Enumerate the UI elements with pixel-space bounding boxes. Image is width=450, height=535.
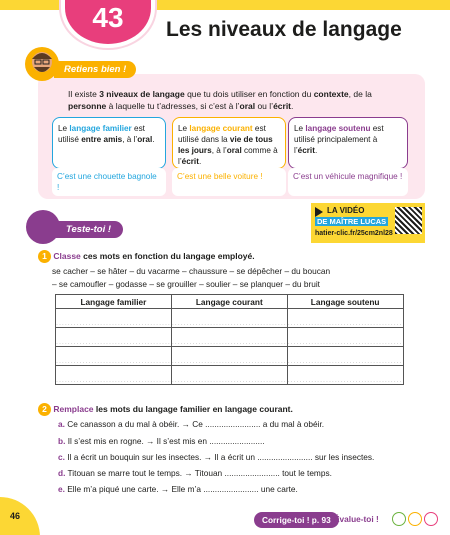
page-number: 46: [0, 497, 40, 535]
video-subtitle: DE MAÎTRE LUCAS: [317, 217, 387, 226]
page-title: Les niveaux de langage: [166, 18, 402, 41]
example-soutenu: C’est un véhicule magnifique !: [288, 168, 408, 196]
sentence-b: b. Il s’est mis en rogne. → Il s’est mis en ........................: [58, 436, 265, 446]
answer-cell[interactable]: .......................................: [171, 309, 287, 328]
answer-cell[interactable]: .......................................: [287, 347, 403, 366]
teste-label: Teste-toi !: [56, 221, 123, 238]
video-url[interactable]: hatier-clic.fr/25cm2nl28: [315, 230, 393, 237]
answer-cell[interactable]: .......................................: [56, 309, 172, 328]
answer-cell[interactable]: .......................................: [56, 347, 172, 366]
sentence-c: c. Il a écrit un bouquin sur les insectes. → Il a écrit un ........................ sur les insectes.: [58, 452, 375, 462]
evalue-label: Évalue-toi !: [334, 514, 379, 524]
lesson-badge: [65, 0, 151, 44]
self-eval-red-circle[interactable]: [424, 512, 438, 526]
answer-cell[interactable]: .......................................: [287, 366, 403, 385]
video-link[interactable]: [311, 203, 425, 243]
ex1-words-line2: – se camoufler – godasse – se grouiller – soulier – se planquer – du bruit: [52, 279, 320, 289]
self-eval-green-circle[interactable]: [392, 512, 406, 526]
answer-cell[interactable]: .......................................: [171, 328, 287, 347]
sentence-a: a. Ce canasson a du mal à obéir. → Ce ........................ a du mal à obéir.: [58, 419, 325, 429]
retiens-label: Retiens bien !: [54, 61, 136, 78]
sentence-e: e. Elle m’a piqué une carte. → Elle m’a ........................ une carte.: [58, 484, 298, 494]
answer-cell[interactable]: .......................................: [171, 366, 287, 385]
answer-cell[interactable]: .......................................: [171, 347, 287, 366]
intro-text: Il existe 3 niveaux de langage que tu dois utiliser en fonction du contexte, de la personne à laquelle tu t’adresses, si c’est à l’oral ou l’écrit.: [68, 89, 372, 111]
header-courant: Langage courant: [171, 295, 287, 309]
answer-cell[interactable]: .......................................: [56, 366, 172, 385]
lesson-number: 43: [92, 2, 124, 33]
sentence-d: d. Titouan se marre tout le temps. → Titouan ........................ tout le temps.: [58, 468, 332, 478]
play-icon: [315, 207, 323, 217]
header-soutenu: Langage soutenu: [287, 295, 403, 309]
answer-cell[interactable]: .......................................: [287, 309, 403, 328]
corrige-button[interactable]: Corrige-toi ! p. 93: [254, 512, 339, 528]
card-courant: Le langage courant est utilisé dans la vie de tous les jours, à l’oral comme à l’écrit.: [172, 117, 286, 169]
video-title: LA VIDÉO: [327, 206, 365, 215]
ex2-instruction: 2 Remplace les mots du langage familier en langage courant.: [38, 403, 293, 416]
qr-code-icon: [395, 207, 422, 234]
card-soutenu: Le langage soutenu est utilisé principalement à l’écrit.: [288, 117, 408, 169]
card-familier: Le langage familier est utilisé entre amis, à l’oral.: [52, 117, 166, 169]
answer-cell[interactable]: .......................................: [287, 328, 403, 347]
header-familier: Langage familier: [56, 295, 172, 309]
example-courant: C’est une belle voiture !: [172, 168, 286, 196]
ex1-instruction: 1 Classe ces mots en fonction du langage employé.: [38, 250, 255, 263]
answer-cell[interactable]: .......................................: [56, 328, 172, 347]
example-familier: C’est une chouette bagnole !: [52, 168, 166, 196]
student-avatar-icon: [26, 210, 60, 244]
ex1-words-line1: se cacher – se hâter – du vacarme – chaussure – se dépêcher – du boucan: [52, 266, 331, 276]
classification-table: [55, 294, 404, 385]
self-eval-orange-circle[interactable]: [408, 512, 422, 526]
